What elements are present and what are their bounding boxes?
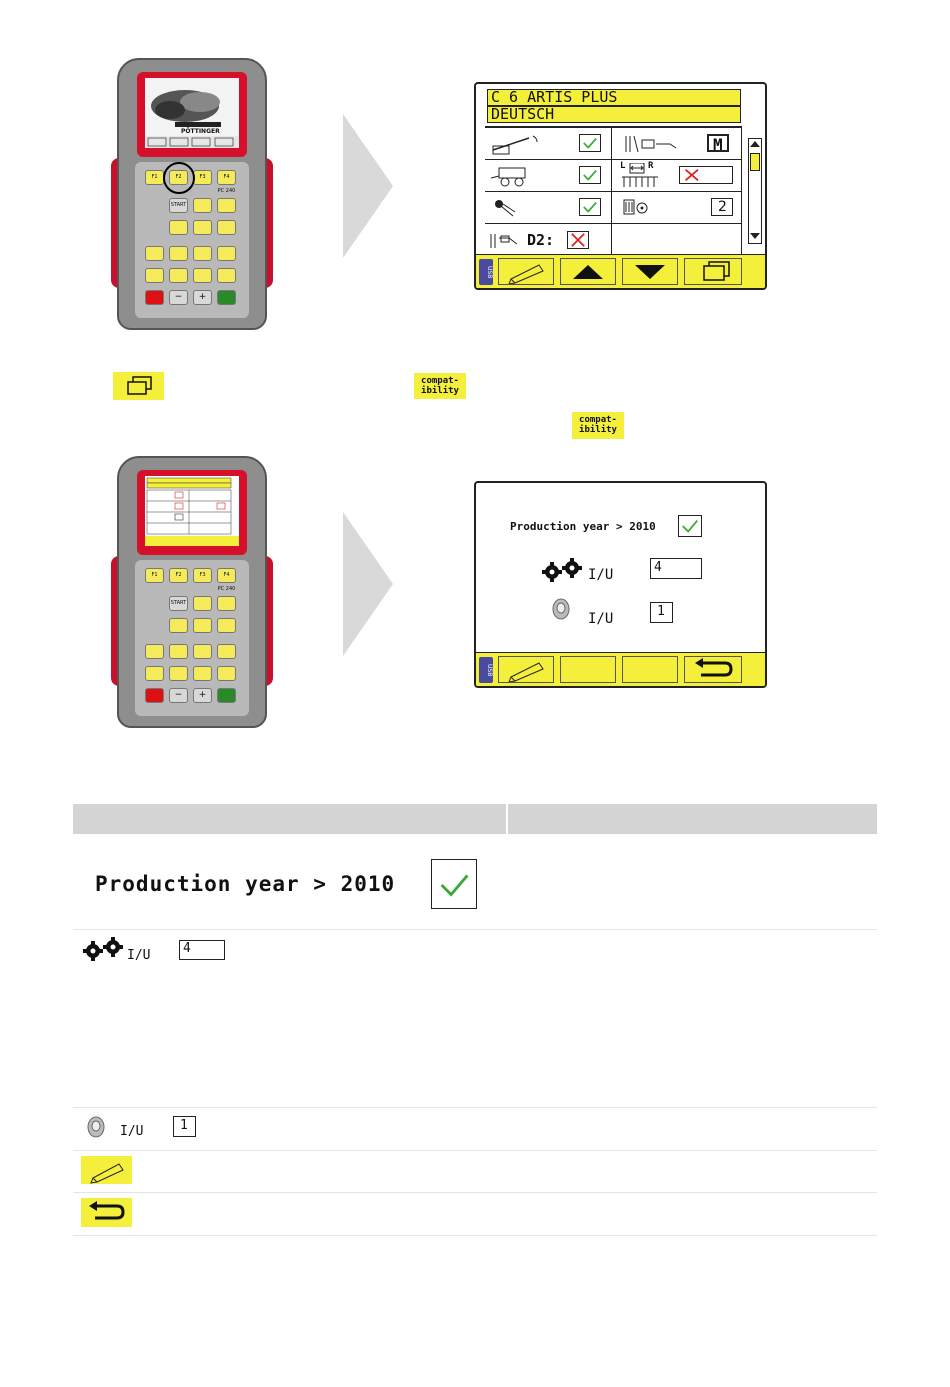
row-gears-iu: I/U [127,948,151,963]
softkey-bar [476,652,765,686]
usb-icon: USB [479,259,493,285]
lighting-checkbox[interactable] [579,198,601,216]
screen-compatibility [474,481,767,688]
scrollbar[interactable] [748,138,762,244]
arrow-up-icon [561,259,615,284]
key-stop[interactable] [145,688,164,703]
softkey-bar [476,254,765,288]
compat-line2: ibility [579,425,617,435]
key-pc[interactable]: PC 240 [217,188,236,194]
key-minus[interactable]: − [169,688,188,703]
mini-menu-screen [145,476,239,546]
lr-label-r: R [648,161,654,171]
table-header [73,804,877,834]
arrow-down-icon [623,259,677,284]
terminal-screen-frame [137,470,247,555]
key-go[interactable] [217,688,236,703]
pages-icon [113,372,164,400]
key-d0[interactable] [145,666,164,681]
scroll-thumb[interactable] [750,153,760,171]
table-row-edit [73,1151,877,1192]
key-f2[interactable]: F2 [169,568,188,583]
production-year-checkbox[interactable] [678,515,702,537]
table-row-rotor [73,1108,877,1150]
lr-label-l: L [620,161,626,171]
key-c0[interactable] [145,644,164,659]
row-production-checkbox [431,859,477,909]
compat-line1: compat- [579,415,617,425]
wagon-icon [489,164,545,188]
lr-shift-icon [620,163,660,189]
down-softkey[interactable] [622,258,678,285]
cell-tedder[interactable] [612,128,742,160]
key-c2[interactable] [193,644,212,659]
gears-icon [540,557,586,583]
count-value: 2 [718,199,727,215]
key-a1[interactable] [193,596,212,611]
iu-value-2: 1 [657,604,665,619]
back-softkey[interactable] [684,656,742,683]
terminal-keypad [135,560,249,716]
key-d3[interactable] [217,268,236,283]
machine-title: C 6 ARTIS PLUS [487,89,741,106]
key-f1[interactable]: F1 [145,568,164,583]
return-icon [685,657,741,682]
gears-icon [81,936,127,962]
terminal-screen-menu [145,476,239,546]
row-edit-icon-box [81,1156,132,1184]
terminal-screen-frame [137,72,247,157]
row-gears-input [179,940,225,960]
lr-checkbox[interactable] [679,166,733,184]
row-divider [73,1235,877,1236]
wagon-checkbox[interactable] [579,166,601,184]
terminal-2 [117,456,267,728]
arrow-right-1 [343,114,393,258]
table-row-production-year [73,836,877,929]
key-b0[interactable] [169,618,188,633]
key-b0[interactable] [169,220,188,235]
key-c1[interactable] [169,644,188,659]
d2-checkbox[interactable] [567,231,589,249]
cell-wagon[interactable] [485,160,612,192]
row-production-label: Production year > 2010 [95,872,396,896]
key-d2[interactable] [193,666,212,681]
key-start[interactable]: START [169,198,188,213]
key-b1[interactable] [193,220,212,235]
key-d1[interactable] [169,268,188,283]
usb-icon: USB [479,657,493,683]
arrow-right-2 [343,512,393,656]
key-f2[interactable]: F2 [169,170,188,185]
iu-input-2[interactable] [650,602,673,623]
key-pc[interactable]: PC 240 [217,586,236,592]
key-c1[interactable] [169,246,188,261]
up-softkey[interactable] [560,258,616,285]
edit-softkey[interactable] [498,656,554,683]
rotor-count-icon [622,198,658,218]
compat-line2: ibility [421,386,459,396]
key-f3[interactable]: F3 [193,568,212,583]
compatibility-button-icon-1 [414,373,466,399]
pencil-icon [81,1156,132,1184]
splash-machine-image [145,78,239,148]
key-d2[interactable] [193,268,212,283]
table-header-divider [506,804,508,834]
row-rotor-value: 1 [180,1118,188,1133]
key-b2[interactable] [217,220,236,235]
key-c0[interactable] [145,246,164,261]
iu-input-1[interactable] [650,558,702,579]
empty-softkey-1[interactable] [560,656,616,683]
key-d3[interactable] [217,666,236,681]
screen-menu [474,82,767,290]
tedder-icon [622,132,682,156]
scroll-up-icon[interactable] [749,139,761,149]
drawbar-icon [489,132,545,156]
edit-softkey[interactable] [498,258,554,285]
key-f3[interactable]: F3 [193,170,212,185]
iu-label-2: I/U [588,611,614,627]
cell-lighting[interactable] [485,192,612,224]
cell-d2[interactable] [485,224,612,258]
iu-label-1: I/U [588,567,614,583]
key-b1[interactable] [193,618,212,633]
empty-softkey-2[interactable] [622,656,678,683]
pages-button-icon [113,372,164,400]
key-plus[interactable]: + [193,290,212,305]
terminal-screen-splash [145,78,239,148]
lighting-icon [491,196,521,220]
cell-empty [612,224,742,258]
rotor-icon [550,597,572,621]
row-rotor-iu: I/U [120,1124,144,1139]
key-b2[interactable] [217,618,236,633]
table-row-gears [73,930,877,1106]
key-f1[interactable]: F1 [145,170,164,185]
compatibility-button-icon-2 [572,412,624,439]
key-a1[interactable] [193,198,212,213]
key-plus[interactable]: + [193,688,212,703]
key-minus[interactable]: − [169,290,188,305]
key-f4[interactable]: F4 [217,170,236,185]
table-row-back [73,1193,877,1235]
key-c3[interactable] [217,246,236,261]
row-rotor-input [173,1116,196,1137]
hydraulic-icon [489,232,525,250]
cell-count[interactable] [612,192,742,224]
settings-grid [485,126,742,256]
key-c2[interactable] [193,246,212,261]
rotor-icon [85,1114,107,1140]
terminal-1 [117,58,267,330]
key-a2[interactable] [217,596,236,611]
f2-highlight-circle [163,162,195,194]
pages-softkey[interactable] [684,258,742,285]
iu-value-1: 4 [654,560,662,575]
drawbar-checkbox[interactable] [579,134,601,152]
key-stop[interactable] [145,290,164,305]
pages-icon [685,259,741,284]
key-start[interactable]: START [169,596,188,611]
pencil-icon [499,657,553,682]
cell-drawbar[interactable] [485,128,612,160]
key-c3[interactable] [217,644,236,659]
language-title: DEUTSCH [487,106,741,123]
return-icon [81,1198,132,1227]
compat-line1: compat- [421,376,459,386]
count-box[interactable] [711,198,733,216]
m-value: M [713,135,723,154]
cell-lr-setting[interactable] [612,160,742,192]
scroll-down-icon[interactable] [749,231,761,241]
row-back-icon-box [81,1198,132,1227]
key-d0[interactable] [145,268,164,283]
row-gears-value: 4 [183,941,191,956]
key-f4[interactable]: F4 [217,568,236,583]
production-year-label: Production year > 2010 [510,520,656,533]
m-value-box[interactable] [707,134,729,152]
d2-label: D2: [527,231,555,249]
key-d1[interactable] [169,666,188,681]
key-a2[interactable] [217,198,236,213]
key-go[interactable] [217,290,236,305]
pencil-icon [499,259,553,284]
terminal-brand: PÖTTINGER [181,128,220,135]
